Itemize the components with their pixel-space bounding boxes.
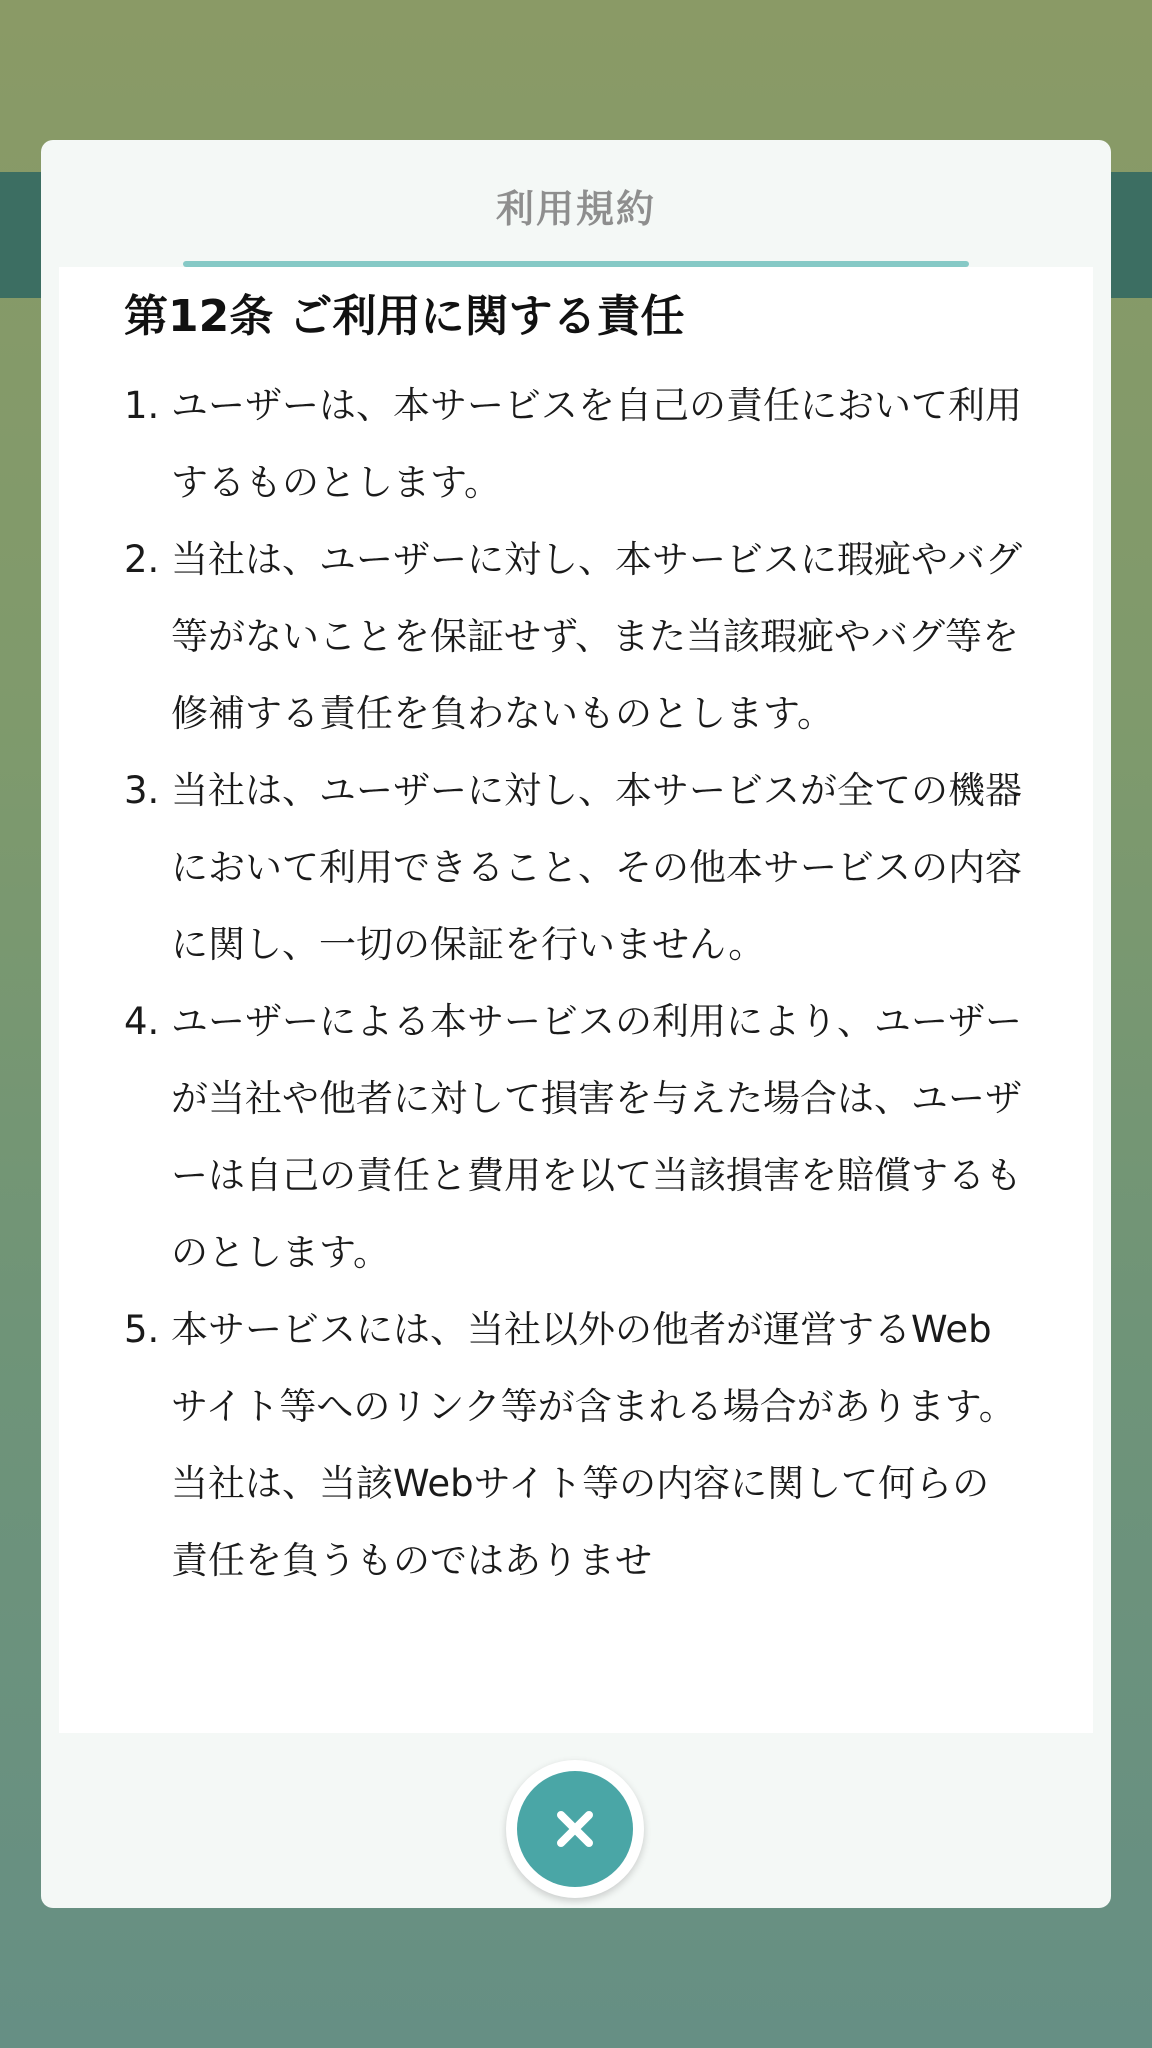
item-text: ユーザーによる本サービスの利用により、ユーザーが当社や他者に対して損害を与えた場合は、ユーザーは自己の責任と費用を以て当該損害を賠償するものとします。 [171, 1000, 1022, 1274]
item-number: 4. [124, 1000, 160, 1043]
modal-header [41, 140, 1111, 267]
terms-modal [41, 140, 1111, 1908]
item-number: 5. [124, 1308, 160, 1351]
item-text: 当社は、ユーザーに対し、本サービスが全ての機器において利用できること、その他本サービスの内容に関し、一切の保証を行いません。 [171, 769, 1022, 966]
list-item [124, 752, 1024, 983]
item-text: 本サービスには、当社以外の他者が運営するWebサイト等へのリンク等が含まれる場合があります。当社は、当該Webサイト等の内容に関して何らの責任を負うものではありませ [171, 1308, 1016, 1582]
item-text: 当社は、ユーザーに対し、本サービスに瑕疵やバグ等がないことを保証せず、また当該瑕疵やバグ等を修補する責任を負わないものとします。 [171, 538, 1022, 735]
item-number: 2. [124, 538, 160, 581]
close-button[interactable] [517, 1771, 633, 1887]
item-number: 3. [124, 769, 160, 812]
item-text: ユーザーは、本サービスを自己の責任において利用するものとします。 [171, 384, 1022, 504]
item-number: 1. [124, 384, 160, 427]
terms-content-scroll[interactable] [59, 267, 1093, 1733]
terms-list [124, 367, 1024, 1599]
list-item [124, 1291, 1024, 1599]
list-item [124, 983, 1024, 1291]
close-icon [517, 1771, 633, 1887]
modal-title: 利用規約 [495, 187, 656, 231]
article-title: 第12条 ご利用に関する責任 [124, 291, 685, 342]
list-item [124, 521, 1024, 752]
list-item [124, 367, 1024, 521]
